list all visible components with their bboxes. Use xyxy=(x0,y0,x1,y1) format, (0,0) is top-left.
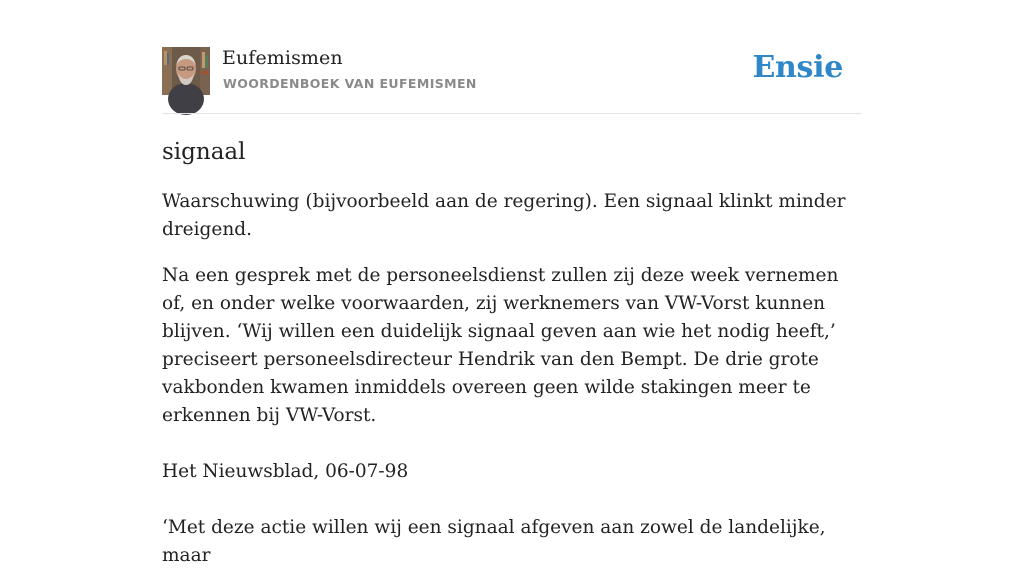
ensie-logo[interactable]: Ensie xyxy=(752,50,843,85)
source-header xyxy=(162,46,862,96)
quote-source: Het Nieuwsblad, 06-07-98 xyxy=(162,461,409,482)
entry-quote-2: ‘Met deze actie willen wij een signaal afgeven aan zowel de landelijke, maar xyxy=(162,517,826,566)
header-divider xyxy=(162,113,862,114)
source-name[interactable]: Eufemismen xyxy=(222,47,343,69)
source-subtitle[interactable]: WOORDENBOEK VAN EUFEMISMEN xyxy=(223,76,477,91)
entry-content xyxy=(162,136,862,588)
entry-quote: Na een gesprek met de personeelsdienst zullen zij deze week vernemen of, en onder welke voorwaarden, zij werknemers van VW-Vorst kunnen blijven. ‘Wij willen een duidelijk signaal geven aan wie het nodig heeft,’ preciseert personeelsdirecteur Hendrik van den Bempt. De drie grote vakbonden kwamen inmiddels overeen geen wilde stakingen meer te erkennen bij VW-Vorst. xyxy=(162,265,839,426)
entry-title: signaal xyxy=(162,139,246,165)
entry-definition: Waarschuwing (bijvoorbeeld aan de regering). Een signaal klinkt minder dreigend. xyxy=(162,191,846,240)
avatar[interactable] xyxy=(162,47,210,95)
author-portrait-icon xyxy=(162,47,210,95)
